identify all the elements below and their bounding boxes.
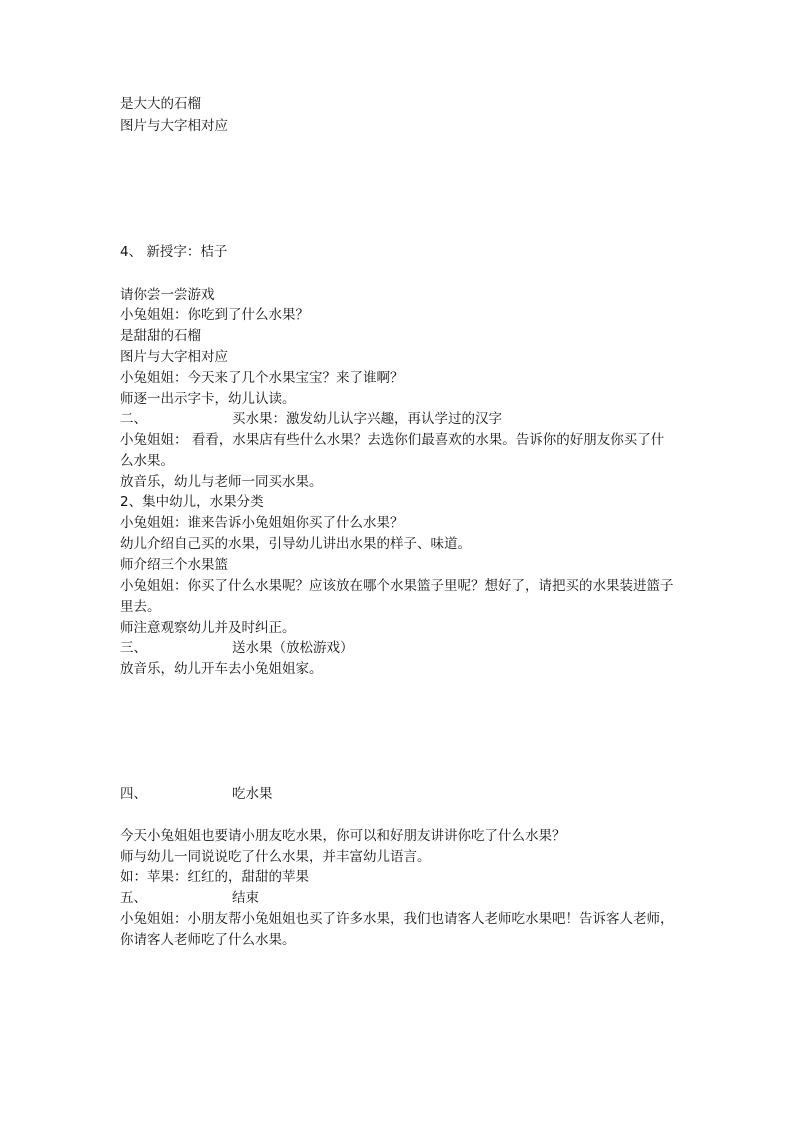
text-line: 师与幼儿一同说说吃了什么水果，并丰富幼儿语言。 [120, 849, 431, 865]
section-heading [120, 409, 502, 430]
text-line: 图片与大字相对应 [120, 349, 228, 365]
section-heading [120, 888, 259, 909]
section-title: 结束 [232, 890, 259, 906]
section-heading: 4、 新授字：桔子 [120, 244, 228, 260]
section-number: 三、 [120, 640, 147, 656]
text-line: 今天小兔姐姐也要请小朋友吃水果，你可以和好朋友讲讲你吃了什么水果？ [120, 828, 566, 844]
text-line: 是甜甜的石榴 [120, 328, 201, 344]
text-line: 放音乐，幼儿开车去小兔姐姐家。 [120, 661, 323, 677]
section-number: 二、 [120, 411, 147, 427]
section-title: 吃水果 [232, 786, 273, 802]
paragraph: 小兔姐姐：小朋友帮小兔姐姐也买了许多水果，我们也请客人老师吃水果吧！告诉客人老师，你请客人老师吃了什么水果。 [120, 911, 674, 948]
section-title: 买水果：激发幼儿认字兴趣，再认学过的汉字 [232, 411, 502, 427]
text-line: 小兔姐姐：今天来了几个水果宝宝？来了谁啊？ [120, 370, 404, 386]
section-number: 四、 [120, 786, 147, 802]
text-line: 幼儿介绍自己买的水果，引导幼儿讲出水果的样子、味道。 [120, 536, 471, 552]
text-line: 小兔姐姐：你吃到了什么水果？ [120, 307, 309, 323]
section-number: 五、 [120, 890, 147, 906]
text-line: 师介绍三个水果篮 [120, 557, 228, 573]
text-line: 小兔姐姐：谁来告诉小兔姐姐你买了什么水果？ [120, 515, 404, 531]
text-line: 请你尝一尝游戏 [120, 287, 215, 303]
text-line: 是大大的石榴 [120, 96, 201, 112]
text-line: 放音乐，幼儿与老师一同买水果。 [120, 474, 323, 490]
text-line: 2、集中幼儿，水果分类 [120, 494, 264, 510]
text-line: 师逐一出示字卡，幼儿认读。 [120, 391, 296, 407]
text-line: 图片与大字相对应 [120, 118, 228, 134]
section-heading [120, 784, 273, 805]
section-heading [120, 638, 354, 659]
paragraph: 小兔姐姐： 看看，水果店有些什么水果？去选你们最喜欢的水果。告诉你的好朋友你买了什么水果。 [120, 432, 665, 469]
text-line: 如：苹果：红红的，甜甜的苹果 [120, 869, 309, 885]
paragraph: 小兔姐姐：你买了什么水果呢？应该放在哪个水果篮子里呢？想好了，请把买的水果装进篮子里去。 [120, 578, 674, 615]
text-line: 师注意观察幼儿并及时纠正。 [120, 620, 296, 636]
section-title: 送水果（放松游戏） [232, 640, 354, 656]
